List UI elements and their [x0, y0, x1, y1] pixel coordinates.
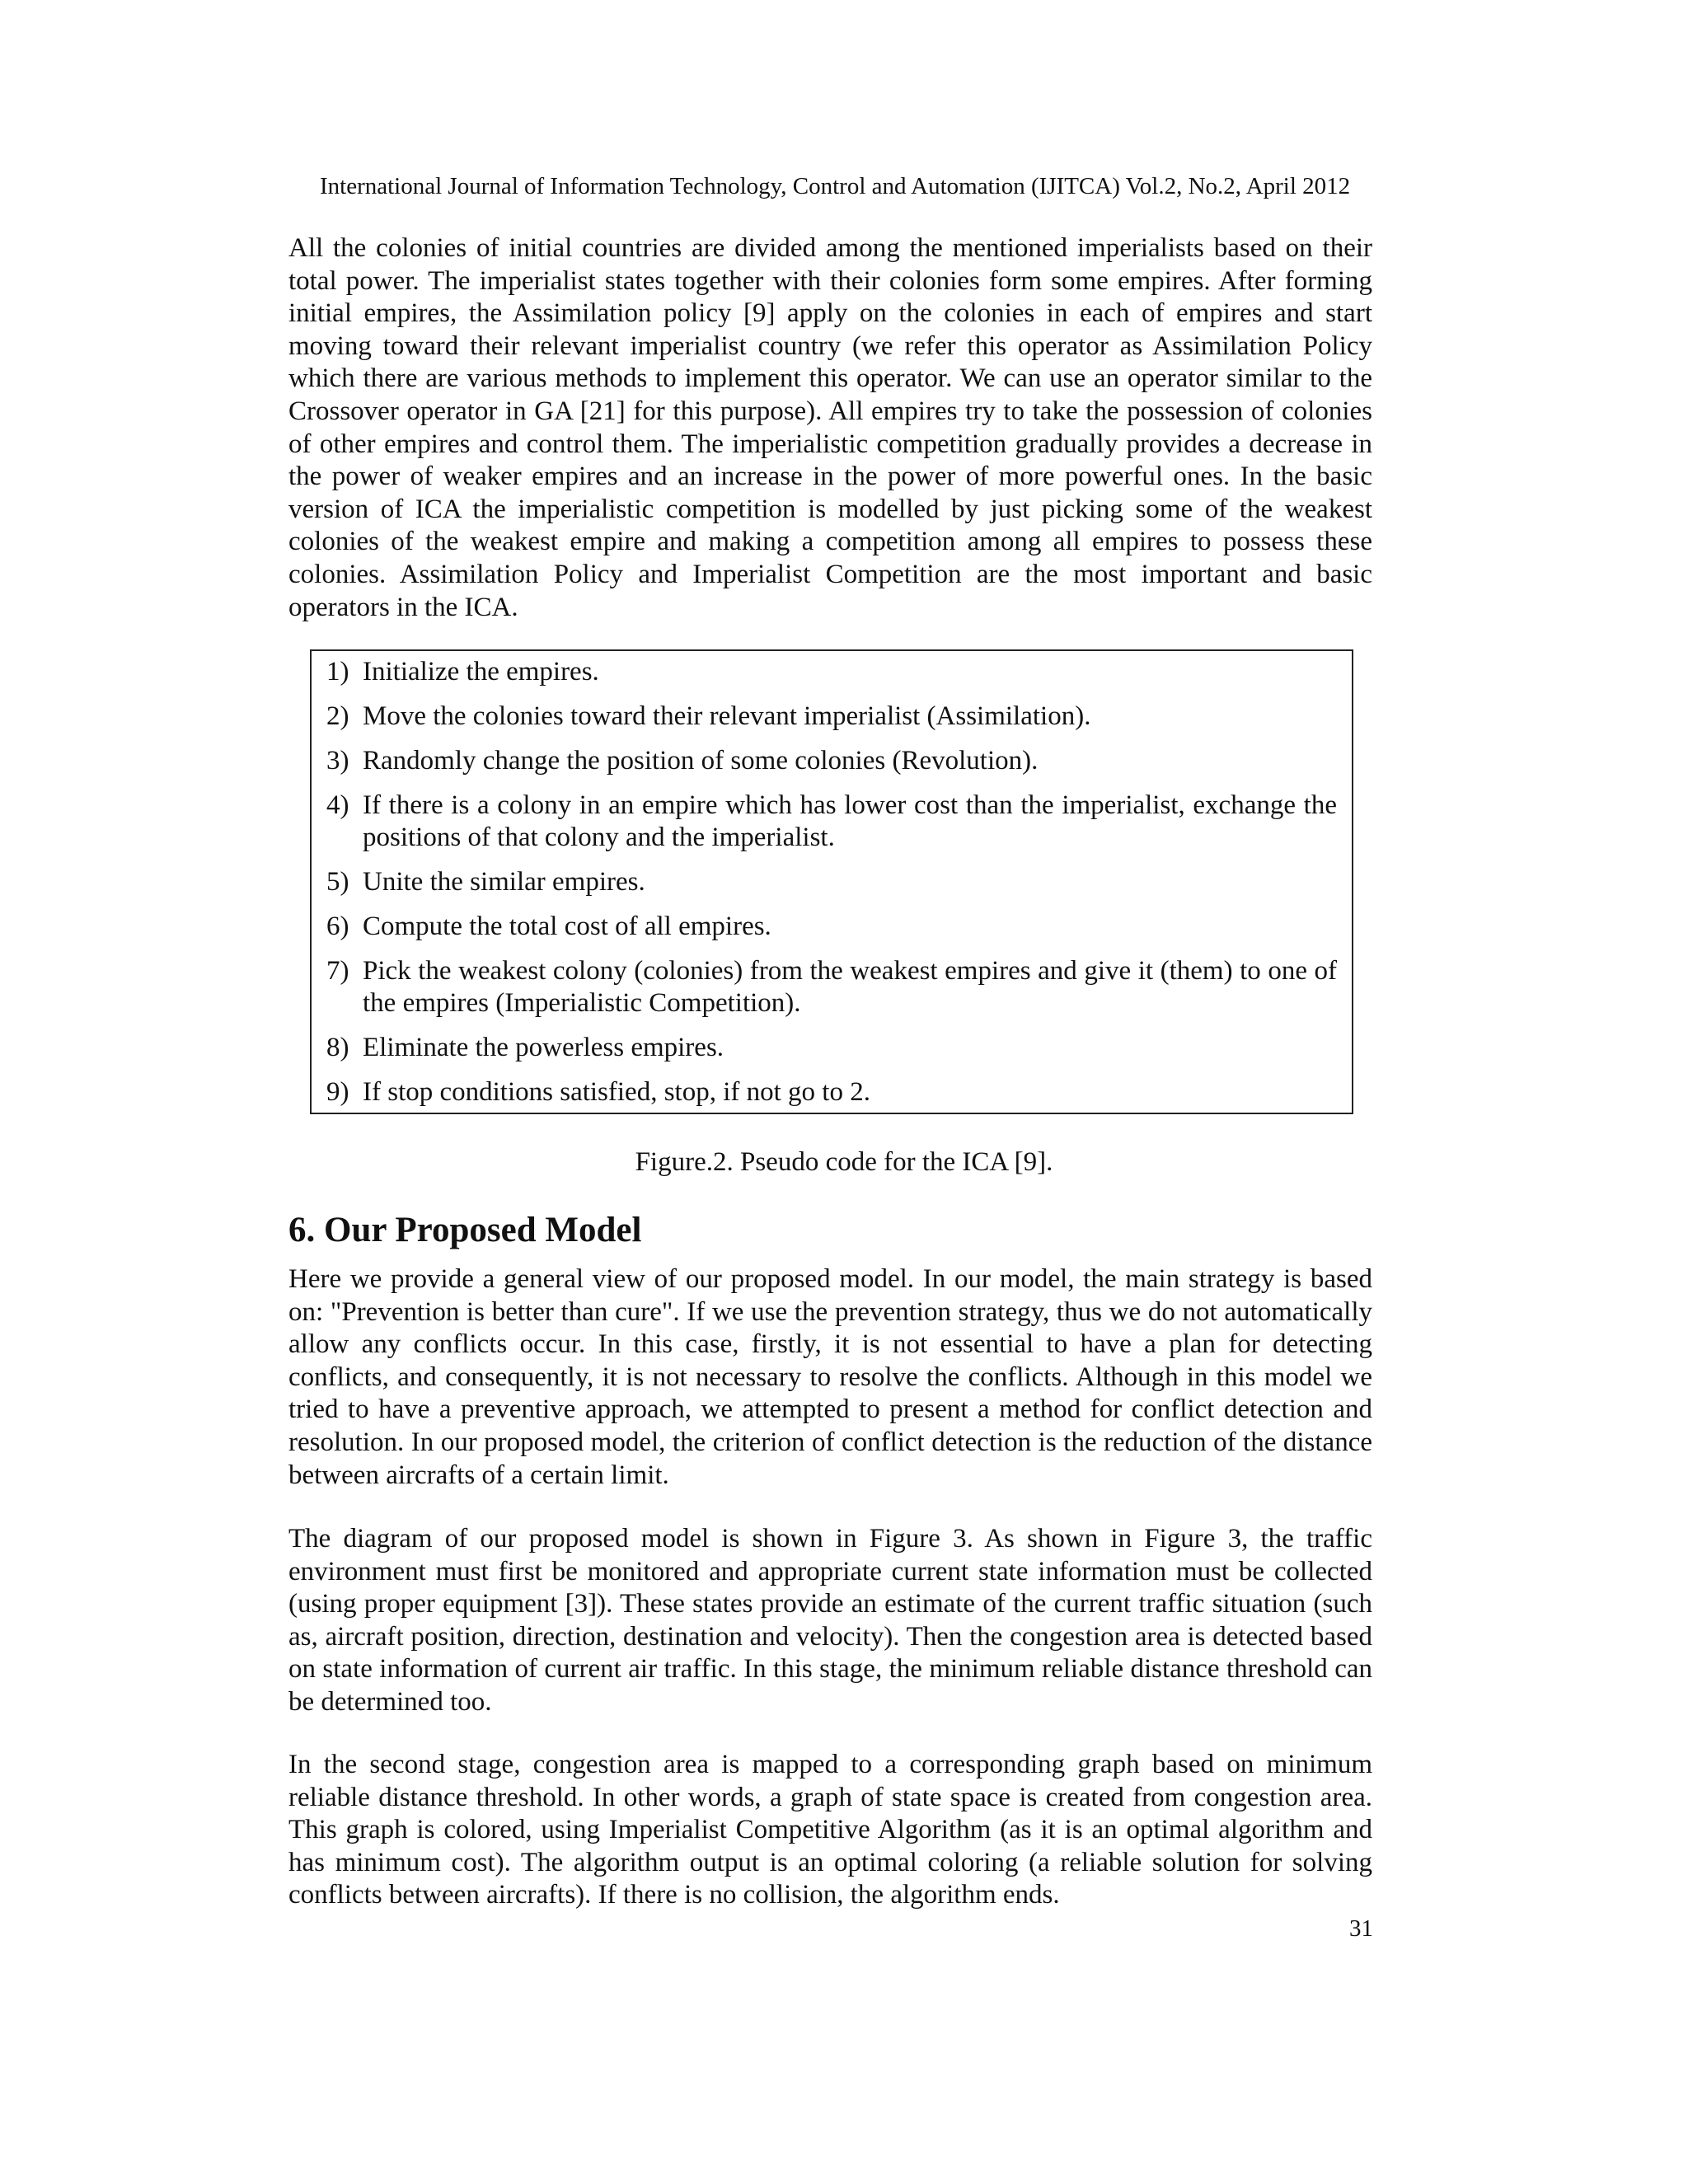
step-number: 9) [326, 1077, 349, 1107]
step-number: 5) [326, 867, 349, 897]
pseudo-code-box [310, 649, 1353, 1114]
section-heading: 6. Our Proposed Model [288, 1211, 642, 1249]
figure-caption: Figure.2. Pseudo code for the ICA [9]. [635, 1147, 1053, 1177]
pseudo-code-list [326, 656, 1337, 1108]
section-paragraph: In the second stage, congestion area is mapped to a corresponding graph based on minimum reliable distance threshold. In other words, a graph of state space is created from congestion area. This graph is colored, using Imperialist Competitive Algorithm (as it is an optimal algorithm and has minimum cost). The algorithm output is an optimal coloring (a reliable solution for solving conflicts between aircrafts). If there is no collision, the algorithm ends. [288, 1750, 1372, 1910]
step-text: If stop conditions satisfied, stop, if not go to 2. [363, 1077, 870, 1107]
step-number: 4) [326, 790, 349, 820]
pseudo-code-step [326, 1032, 1337, 1064]
step-text: Pick the weakest colony (colonies) from the weakest empires and give it (them) to one of the empires (Imperialistic Competition). [363, 956, 1337, 1018]
step-number: 2) [326, 701, 349, 731]
section-paragraph: The diagram of our proposed model is shown in Figure 3. As shown in Figure 3, the traffic environment must first be monitored and appropriate current state information must be collected (using proper equipment [3]). These states provide an estimate of the current traffic situation (such as, aircraft position, direction, destination and velocity). Then the congestion area is detected based on state information of current air traffic. In this stage, the minimum reliable distance threshold can be determined too. [288, 1524, 1372, 1717]
intro-paragraph: All the colonies of initial countries are divided among the mentioned imperialists based on their total power. The imperialist states together with their colonies form some empires. After forming initial empires, the Assimilation policy [9] apply on the colonies in each of empires and start moving toward their relevant imperialist country (we refer this operator as Assimilation Policy which there are various methods to implement this operator. We can use an operator similar to the Crossover operator in GA [21] for this purpose). All empires try to take the possession of colonies of other empires and control them. The imperialistic competition gradually provides a decrease in the power of weaker empires and an increase in the power of more powerful ones. In the basic version of ICA the imperialistic competition is modelled by just picking some of the weakest colonies of the weakest empire and making a competition among all empires to possess these colonies. Assimilation Policy and Imperialist Competition are the most important and basic operators in the ICA. [288, 233, 1372, 622]
step-number: 3) [326, 746, 349, 776]
step-text: Eliminate the powerless empires. [363, 1033, 724, 1062]
step-number: 1) [326, 657, 349, 687]
pseudo-code-step [326, 790, 1337, 854]
step-text: Compute the total cost of all empires. [363, 912, 771, 941]
pseudo-code-step [326, 656, 1337, 688]
pseudo-code-step [326, 745, 1337, 777]
pseudo-code-step [326, 866, 1337, 898]
step-text: Unite the similar empires. [363, 867, 645, 897]
step-number: 8) [326, 1033, 349, 1062]
step-text: Move the colonies toward their relevant imperialist (Assimilation). [363, 701, 1091, 731]
step-text: Initialize the empires. [363, 657, 599, 687]
step-text: If there is a colony in an empire which has lower cost than the imperialist, exchange the positions of that colony and the imperialist. [363, 790, 1337, 852]
pseudo-code-step [326, 1076, 1337, 1108]
page-number: 31 [1349, 1915, 1373, 1942]
step-text: Randomly change the position of some colonies (Revolution). [363, 746, 1039, 776]
section-paragraph: Here we provide a general view of our proposed model. In our model, the main strategy is based on: "Prevention is better than cure". If we use the prevention strategy, thus we do not automatically allow any conflicts occur. In this case, firstly, it is not essential to have a plan for detecting conflicts, and consequently, it is not necessary to resolve the conflicts. Although in this model we tried to have a preventive approach, we attempted to present a method for conflict detection and resolution. In our proposed model, the criterion of conflict detection is the reduction of the distance between aircrafts of a certain limit. [288, 1264, 1372, 1490]
pseudo-code-step [326, 955, 1337, 1019]
step-number: 7) [326, 956, 349, 986]
pseudo-code-step [326, 911, 1337, 943]
running-header: International Journal of Information Technology, Control and Automation (IJITCA) Vol.2, No.2, April 2012 [320, 173, 1351, 199]
pseudo-code-step [326, 701, 1337, 733]
step-number: 6) [326, 912, 349, 941]
